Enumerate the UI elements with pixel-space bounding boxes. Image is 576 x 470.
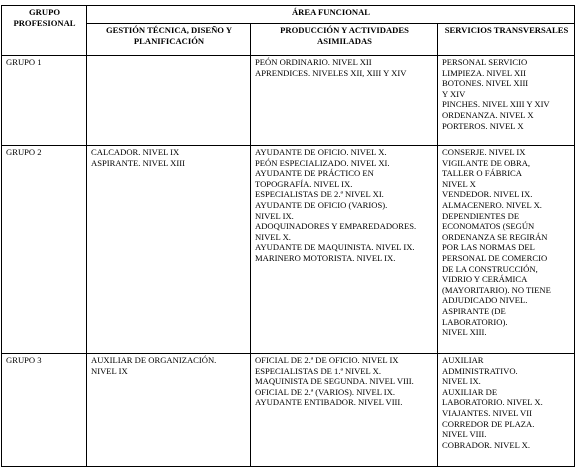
- produccion-cell: [251, 146, 438, 354]
- header-gestion-tecnica: GESTIÓN TÉCNICA, DISEÑO Y PLANIFICACIÓN: [87, 24, 251, 56]
- servicios-text: CONSERJE. NIVEL IX VIGILANTE DE OBRA, TALLER O FÁBRICA NIVEL X VENDEDOR. NIVEL IX. ALMACENERO. NIVEL X. DEPENDIENTES DE ECONOMATOS (SEGÚN ORDENANZA SE REGIRÁN POR LAS NORMAS DEL PERSONAL DE COMERCIO DE LA CONSTRUCCIÓN, VIDRIO Y CERÁMICA (MAYORITARIO). NO TIENE ADJUDICADO NIVEL. ASPIRANTE (DE LABORATORIO). NIVEL XIII.: [442, 147, 551, 338]
- servicios-cell: [438, 354, 575, 467]
- produccion-cell: [251, 354, 438, 467]
- header-row-top: [2, 6, 575, 24]
- gestion-text: CALCADOR. NIVEL IX ASPIRANTE. NIVEL XIII: [91, 147, 185, 168]
- gestion-cell: [87, 146, 251, 354]
- group-name-cell: GRUPO 2: [2, 146, 87, 354]
- header-row-columns: [2, 24, 575, 56]
- produccion-text: OFICIAL DE 2.ª DE OFICIO. NIVEL IX ESPECIALISTAS DE 1.ª NIVEL X. MAQUINISTA DE SEGUNDA. NIVEL VIII. OFICIAL DE 2.ª (VARIOS). NIVEL IX. AYUDANTE ENTIBADOR. NIVEL VIII.: [255, 355, 414, 408]
- table-row-grupo-3: [2, 354, 575, 467]
- header-grupo-profesional: GRUPO PROFESIONAL: [2, 6, 87, 56]
- servicios-text: AUXILIAR ADMINISTRATIVO. NIVEL IX. AUXILIAR DE LABORATORIO. NIVEL X. VIAJANTES. NIVEL VII CORREDOR DE PLAZA. NIVEL VIII. COBRADOR. NIVEL X.: [442, 355, 543, 450]
- group-name-cell: GRUPO 3: [2, 354, 87, 467]
- header-produccion: PRODUCCIÓN Y ACTIVIDADES ASIMILADAS: [251, 24, 438, 56]
- table-row-grupo-1: [2, 56, 575, 146]
- gestion-text: AUXILIAR DE ORGANIZACIÓN. NIVEL IX: [91, 355, 217, 376]
- professional-groups-table: [1, 5, 575, 467]
- servicios-text: PERSONAL SERVICIO LIMPIEZA. NIVEL XII BOTONES. NIVEL XIII Y XIV PINCHES. NIVEL XIII Y XIV ORDENANZA. NIVEL X PORTEROS. NIVEL X: [442, 57, 550, 131]
- header-servicios-transversales: SERVICIOS TRANSVERSALES: [438, 24, 575, 56]
- header-area-funcional: ÁREA FUNCIONAL: [87, 6, 575, 24]
- servicios-cell: [438, 146, 575, 354]
- gestion-cell: [87, 56, 251, 146]
- produccion-text: AYUDANTE DE OFICIO. NIVEL X. PEÓN ESPECIALIZADO. NIVEL XI. AYUDANTE DE PRÁCTICO EN TOPOGRAFÍA. NIVEL IX. ESPECIALISTAS DE 2.ª NIVEL XI. AYUDANTE DE OFICIO (VARIOS). NIVEL IX. ADOQUINADORES Y EMPAREDADORES. NIVEL X. AYUDANTE DE MAQUINISTA. NIVEL IX. MARINERO MOTORISTA. NIVEL IX.: [255, 147, 417, 263]
- produccion-text: PEÓN ORDINARIO. NIVEL XII APRENDICES. NIVELES XII, XIII Y XIV: [255, 57, 407, 78]
- servicios-cell: [438, 56, 575, 146]
- table-row-grupo-2: [2, 146, 575, 354]
- group-name-cell: GRUPO 1: [2, 56, 87, 146]
- gestion-cell: [87, 354, 251, 467]
- produccion-cell: [251, 56, 438, 146]
